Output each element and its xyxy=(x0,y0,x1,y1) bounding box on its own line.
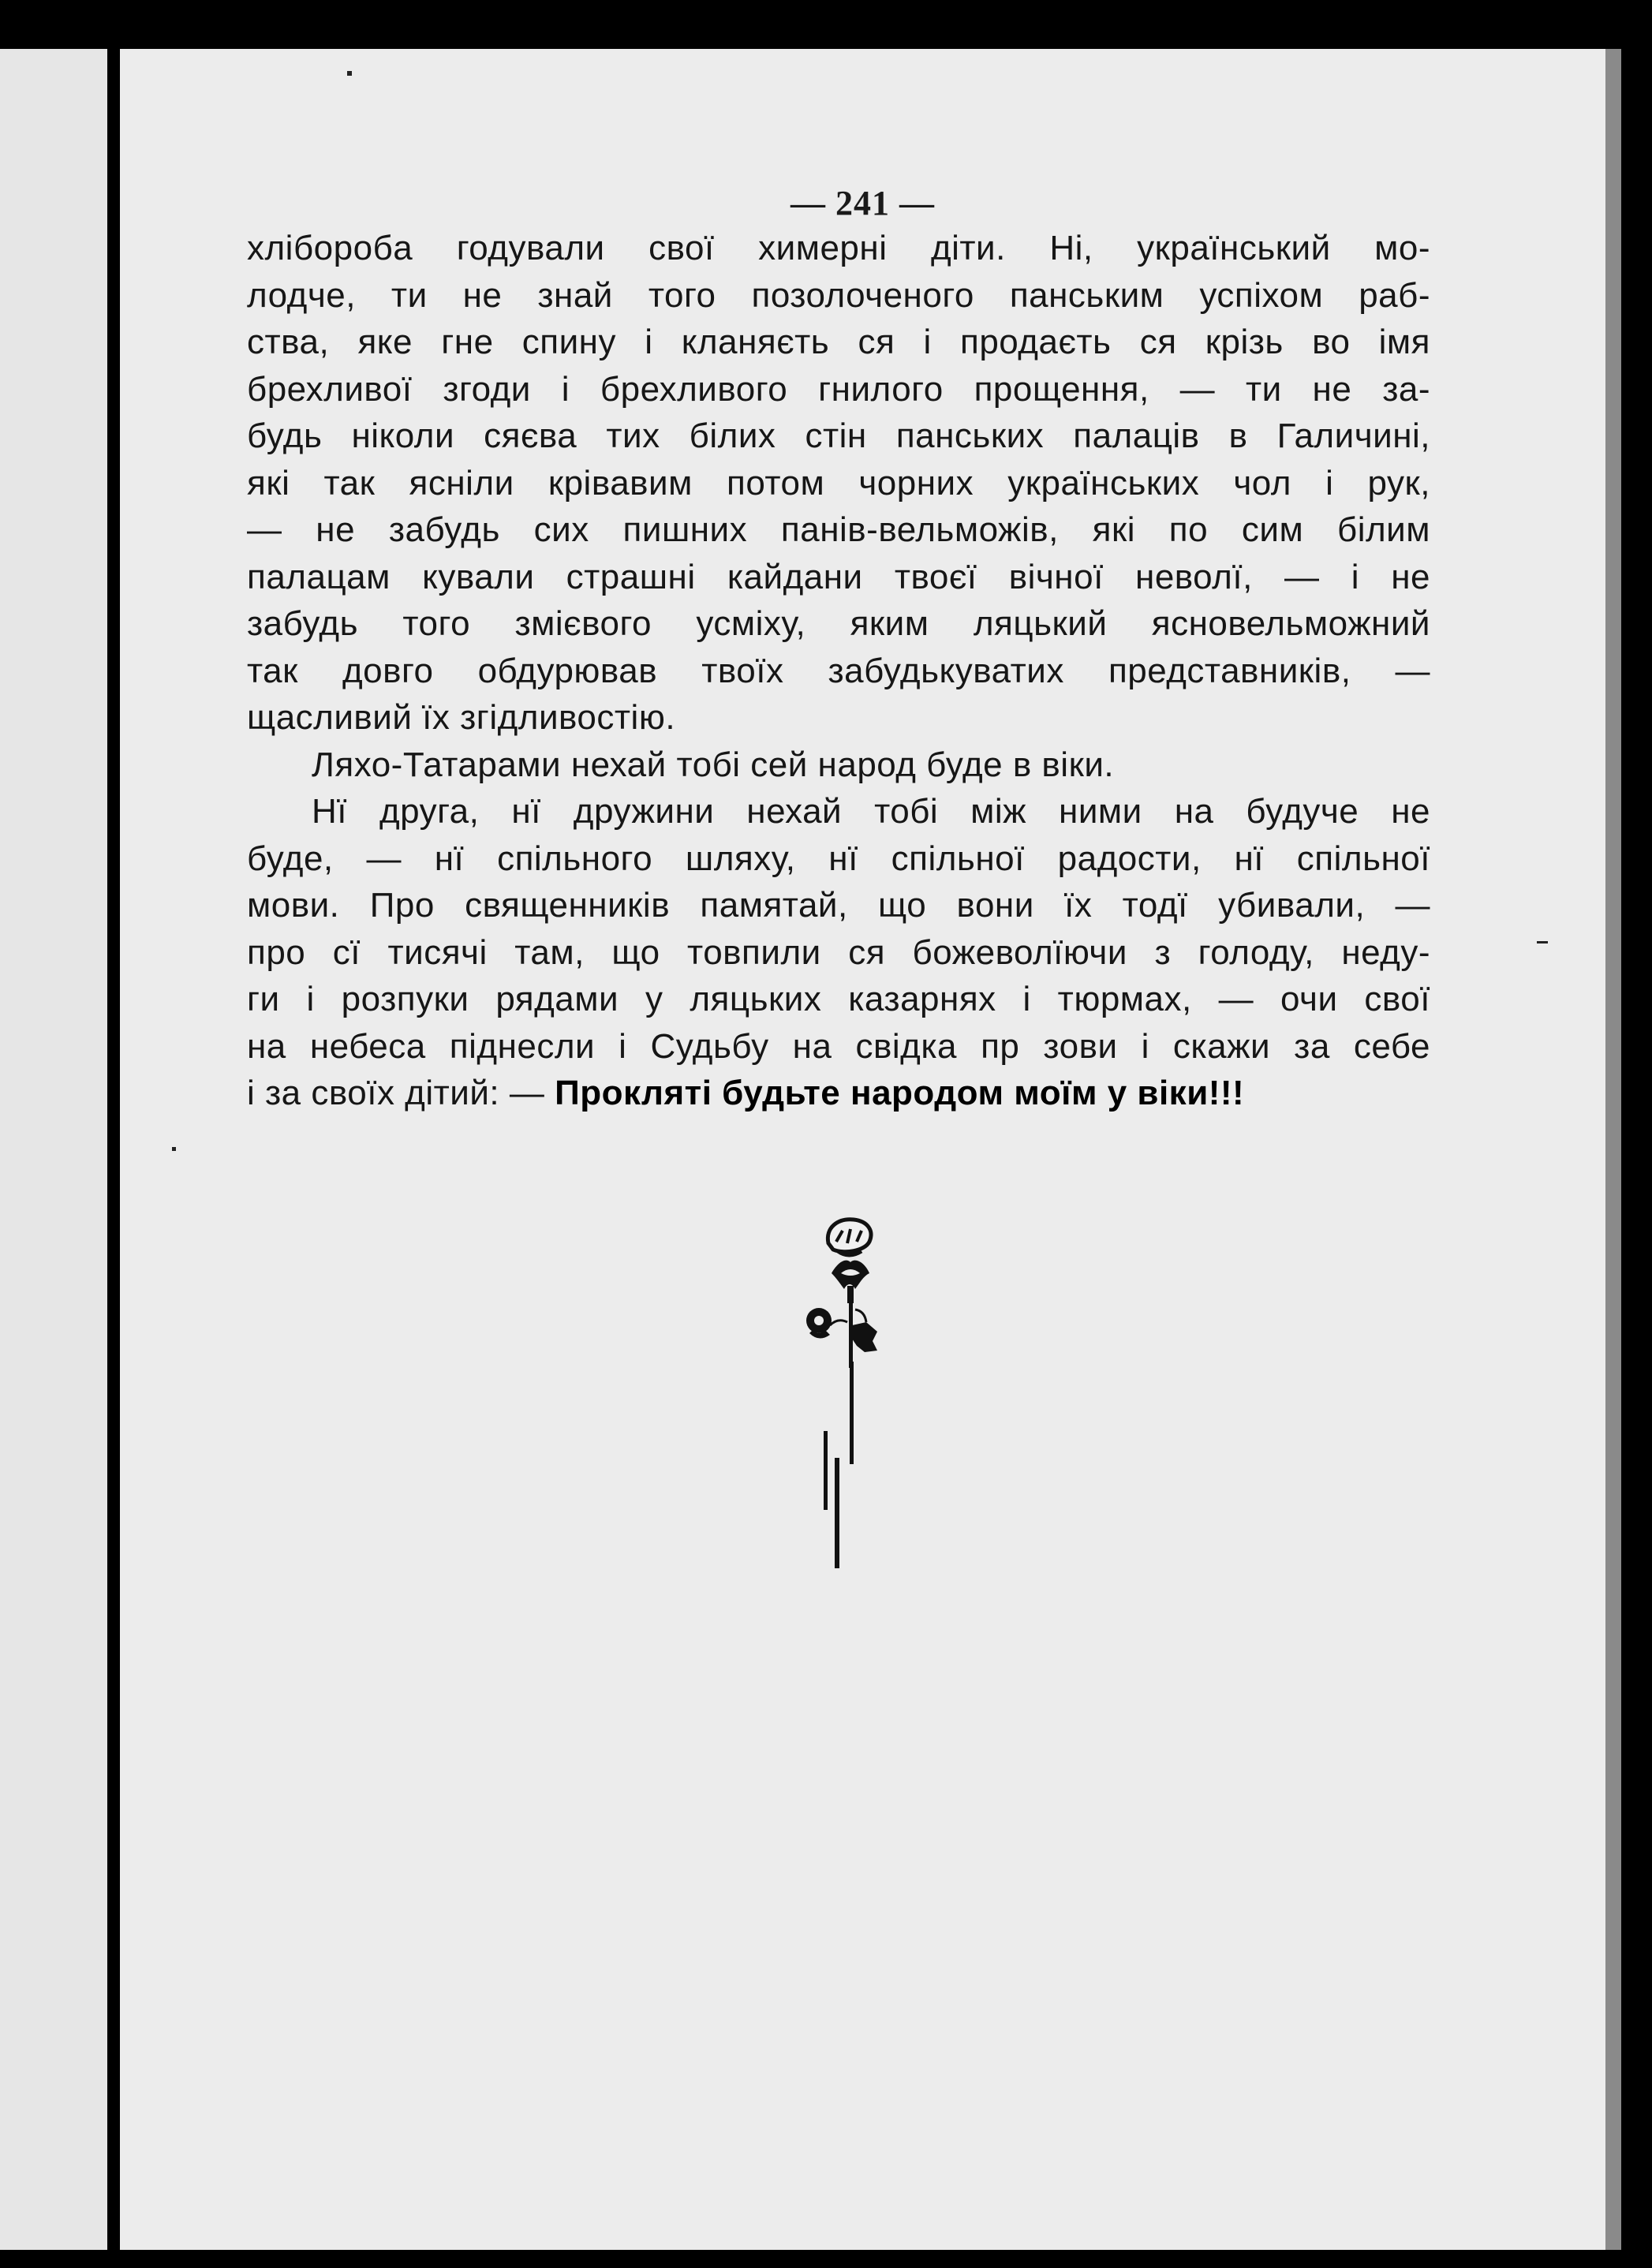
text-line: на небеса піднесли і Судьбу на свідка пр зови і скажи за себе xyxy=(247,1026,1430,1066)
text-line: — не забудь сих пишних панів-вельможів, які по сим білим xyxy=(247,510,1430,549)
final-line xyxy=(247,1070,1430,1117)
text-line: які так ясніли крівавим потом чорних українських чол і рук, xyxy=(247,463,1430,503)
floral-ornament-icon xyxy=(789,1207,899,1578)
previous-page-edge xyxy=(0,49,107,2250)
scan-speck xyxy=(1537,941,1548,943)
text-line: палацам кували страшні кайдани твоєї вічної неволї, — і не xyxy=(247,557,1430,596)
final-curse-text: Прокляті будьте народом моїм у віки!!! xyxy=(555,1074,1245,1112)
body-text xyxy=(247,225,1430,1117)
text-line: будь ніколи сяєва тих білих стін панських палаців в Галичині, xyxy=(247,417,1430,455)
text-line: Ляхо-Татарами нехай тобі сей народ буде в віки. xyxy=(312,745,1115,784)
text-line: буде, — нї спільного шляху, нї спільної радости, нї спільної xyxy=(247,839,1430,878)
scan-speck xyxy=(347,71,352,76)
text-line: так довго обдурював твоїх забудькуватих представників, — xyxy=(247,651,1430,690)
text-line: ги і розпуки рядами у ляцьких казарнях і тюрмах, — очи свої xyxy=(247,980,1430,1018)
page-edge-shadow xyxy=(1605,49,1621,2250)
text-line: мови. Про священників памятай, що вони їх тодї убивали, — xyxy=(247,886,1430,925)
final-line-prefix: і за своїх дітий: — xyxy=(247,1074,555,1112)
text-line: ства, яке гне спину і кланяєть ся і продаєть ся крізь во імя xyxy=(247,323,1430,361)
page-number: — 241 — xyxy=(790,184,935,222)
text-line: брехливої згоди і брехливого гнилого прощення, — ти не за- xyxy=(247,369,1430,409)
text-line: лодче, ти не знай того позолоченого панським успіхом раб- xyxy=(247,275,1430,315)
text-line: Нї друга, нї дружини нехай тобі між ними на будуче не xyxy=(312,792,1430,831)
text-line: хліборобa годували свої химерні діти. Ні, український мо- xyxy=(247,229,1430,267)
text-line: щасливий їх згідливостію. xyxy=(247,698,676,737)
scan-speck xyxy=(172,1147,176,1151)
text-line: про сї тисячі там, що товпили ся божеволїючи з голоду, неду- xyxy=(247,932,1430,972)
text-line: забудь того змієвого усміху, яким ляцький ясновельможний xyxy=(247,604,1430,643)
